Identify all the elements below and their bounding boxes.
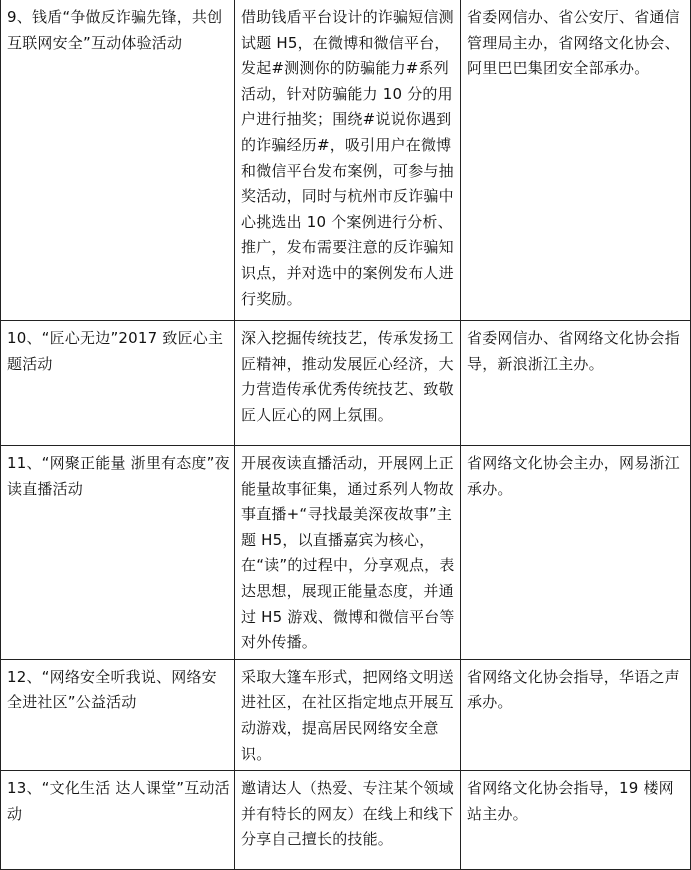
activity-name-cell: 11、“网聚正能量 浙里有态度”夜读直播活动 xyxy=(1,446,235,660)
activity-content-cell: 借助钱盾平台设计的诈骗短信测试题 H5，在微博和微信平台，发起#测测你的防骗能力#系列活动，针对防骗能力 10 分的用户进行抽奖；围绕#说说你遇到的诈骗经历#，吸引用户在微博和微信平台发布案例，可参与抽奖活动，同时与杭州市反诈骗中心挑选出 10 个案例进行分析、推广，发布需要注意的反诈骗知识点，并对选中的案例发布人进行奖励。 xyxy=(235,0,461,321)
activity-name-cell: 10、“匠心无边”2017 致匠心主题活动 xyxy=(1,321,235,446)
activity-organizer-cell: 省委网信办、省网络文化协会指导，新浪浙江主办。 xyxy=(461,321,691,446)
activity-name-cell: 13、“文化生活 达人课堂”互动活动 xyxy=(1,771,235,870)
table-row xyxy=(1,771,691,870)
table-row xyxy=(1,446,691,660)
activity-content-cell: 开展夜读直播活动，开展网上正能量故事征集，通过系列人物故事直播+“寻找最美深夜故事”主题 H5，以直播嘉宾为核心，在“读”的过程中，分享观点，表达思想，展现正能量态度，并通过 H5 游戏、微博和微信平台等对外传播。 xyxy=(235,446,461,660)
table-row xyxy=(1,321,691,446)
activity-organizer-cell: 省网络文化协会指导，华语之声承办。 xyxy=(461,659,691,770)
activity-name-cell: 9、钱盾“争做反诈骗先锋，共创互联网安全”互动体验活动 xyxy=(1,0,235,321)
activity-organizer-cell: 省网络文化协会指导，19 楼网站主办。 xyxy=(461,771,691,870)
table-row xyxy=(1,659,691,770)
activity-content-cell: 采取大篷车形式，把网络文明送进社区，在社区指定地点开展互动游戏，提高居民网络安全意识。 xyxy=(235,659,461,770)
activity-content-cell: 邀请达人（热爱、专注某个领域并有特长的网友）在线上和线下分享自己擅长的技能。 xyxy=(235,771,461,870)
activity-organizer-cell: 省网络文化协会主办，网易浙江承办。 xyxy=(461,446,691,660)
activity-content-cell: 深入挖掘传统技艺，传承发扬工匠精神，推动发展匠心经济，大力营造传承优秀传统技艺、致敬匠人匠心的网上氛围。 xyxy=(235,321,461,446)
activity-organizer-cell: 省委网信办、省公安厅、省通信管理局主办，省网络文化协会、阿里巴巴集团安全部承办。 xyxy=(461,0,691,321)
activity-name-cell: 12、“网络安全听我说、网络安全进社区”公益活动 xyxy=(1,659,235,770)
table-row xyxy=(1,0,691,321)
